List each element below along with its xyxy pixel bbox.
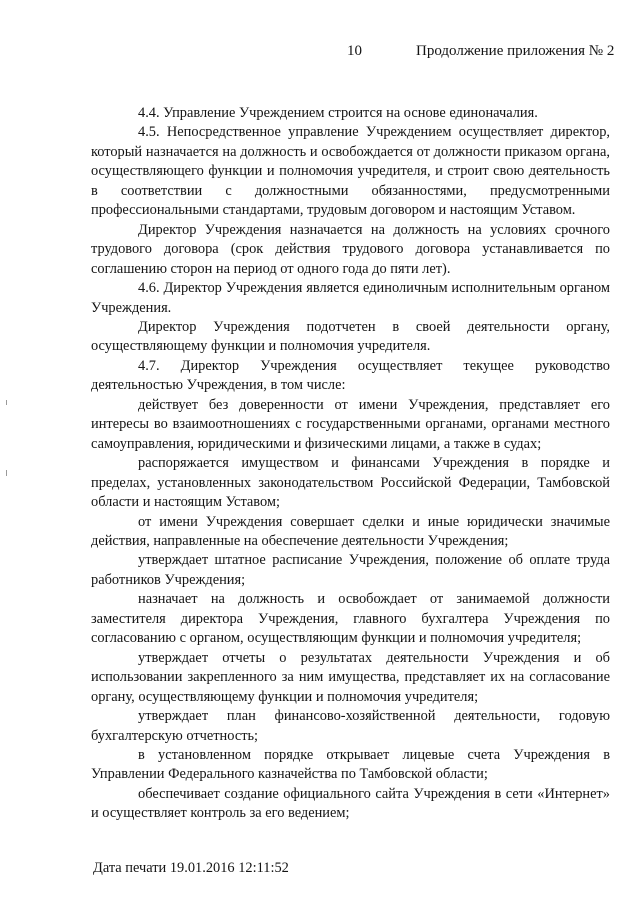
paragraph: распоряжается имуществом и финансами Учреждения в порядке и пределах, установленных законодательством Российской Федерации, Тамбовской области и настоящим Уставом; bbox=[91, 455, 610, 511]
paragraph: утверждает штатное расписание Учреждения, положение об оплате труда работников Учреждения; bbox=[91, 552, 610, 588]
paragraph: Директор Учреждения назначается на должность на условиях срочного трудового договора (срок действия трудового договора устанавливается по соглашению сторон на период от одного года до пяти лет). bbox=[91, 221, 610, 277]
paragraph: назначает на должность и освобождает от занимаемой должности заместителя директора Учреждения, главного бухгалтера Учреждения по согласованию с органом, осуществляющим функции и полномочия учредителя; bbox=[91, 591, 610, 647]
paragraph: утверждает план финансово-хозяйственной деятельности, годовую бухгалтерскую отчетность; bbox=[91, 708, 610, 744]
paragraph: действует без доверенности от имени Учреждения, представляет его интересы во взаимоотношениях с государственными органами, органами местного самоуправления, юридическими и физическими лицами, а также в судах; bbox=[91, 396, 610, 452]
paragraph: в установленном порядке открывает лицевые счета Учреждения в Управлении Федерального казначейства по Тамбовской области; bbox=[91, 746, 610, 783]
document-body bbox=[91, 104, 610, 824]
appendix-title: Продолжение приложения № 2 bbox=[416, 43, 615, 59]
paragraph: Директор Учреждения подотчетен в своей деятельности органу, осуществляющему функции и полномочия учредителя. bbox=[91, 318, 610, 355]
paragraph: 4.4. Управление Учреждением строится на основе единоначалия. bbox=[138, 105, 538, 121]
page-number: 10 bbox=[347, 43, 362, 59]
scan-margin-mark bbox=[6, 400, 7, 405]
paragraph: от имени Учреждения совершает сделки и иные юридически значимые действия, направленные на обеспечение деятельности Учреждения; bbox=[91, 513, 610, 549]
paragraph: обеспечивает создание официального сайта Учреждения в сети «Интернет» и осуществляет контроль за его ведением; bbox=[91, 785, 610, 822]
paragraph: 4.6. Директор Учреждения является единоличным исполнительным органом Учреждения. bbox=[91, 280, 610, 316]
paragraph: 4.5. Непосредственное управление Учреждением осуществляет директор, который назначается на должность и освобождается от должности приказом органа, осуществляющего функции и полномочия учредителя, и строит свою деятельность в соответствии с должностными обязанностями, предусмотренными профессиональными стандартами, трудовым договором и настоящим Уставом. bbox=[91, 124, 610, 219]
scan-margin-mark bbox=[6, 470, 7, 476]
paragraph: утверждает отчеты о результатах деятельности Учреждения и об использовании закрепленного за ним имущества, представляет их на согласование органу, осуществляющему функции и полномочия учредителя; bbox=[91, 649, 610, 705]
paragraph: 4.7. Директор Учреждения осуществляет текущее руководство деятельностью Учреждения, в том числе: bbox=[91, 357, 610, 394]
print-date: Дата печати 19.01.2016 12:11:52 bbox=[93, 860, 289, 876]
